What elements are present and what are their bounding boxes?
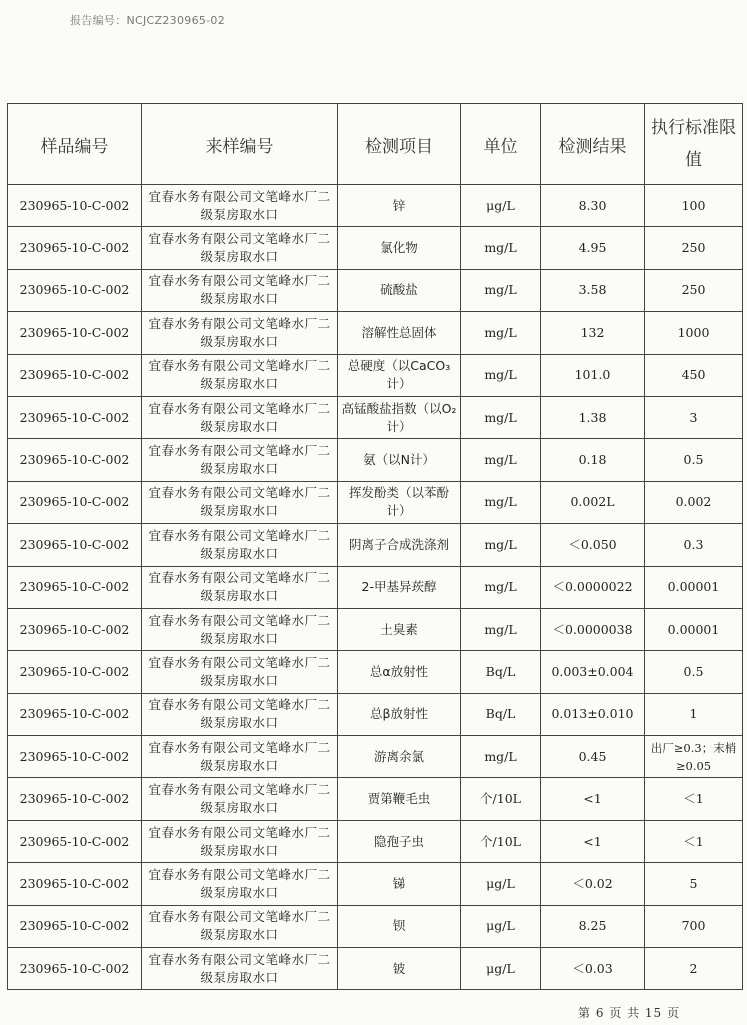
- cell-item: 阴离子合成洗涤剂: [338, 524, 461, 566]
- cell-item: 溶解性总固体: [338, 312, 461, 354]
- cell-sample-id: 230965-10-C-002: [8, 693, 142, 735]
- cell-unit: mg/L: [461, 481, 541, 523]
- cell-limit: 250: [645, 227, 743, 269]
- cell-unit: mg/L: [461, 736, 541, 778]
- cell-sample-id: 230965-10-C-002: [8, 524, 142, 566]
- cell-item: 钡: [338, 905, 461, 947]
- header-sample-id: 样品编号: [8, 104, 142, 185]
- cell-unit: 个/10L: [461, 778, 541, 820]
- cell-item: 土臭素: [338, 608, 461, 650]
- cell-result: <1: [541, 820, 645, 862]
- cell-item: 挥发酚类（以苯酚计）: [338, 481, 461, 523]
- cell-limit: 0.00001: [645, 566, 743, 608]
- report-number: 报告编号：NCJCZ230965-02: [70, 14, 226, 27]
- cell-unit: μg/L: [461, 905, 541, 947]
- cell-item: 高锰酸盐指数（以O₂计）: [338, 396, 461, 438]
- cell-source: 宜春水务有限公司文笔峰水厂二级泵房取水口: [142, 354, 338, 396]
- table-row: [8, 524, 743, 566]
- cell-result: 8.30: [541, 185, 645, 227]
- cell-limit: 0.5: [645, 439, 743, 481]
- table-row: [8, 863, 743, 905]
- cell-source: 宜春水务有限公司文笔峰水厂二级泵房取水口: [142, 651, 338, 693]
- cell-sample-id: 230965-10-C-002: [8, 778, 142, 820]
- cell-item: 2-甲基异莰醇: [338, 566, 461, 608]
- table-row: [8, 608, 743, 650]
- cell-limit: 0.002: [645, 481, 743, 523]
- table-row: [8, 736, 743, 778]
- cell-source: 宜春水务有限公司文笔峰水厂二级泵房取水口: [142, 736, 338, 778]
- cell-source: 宜春水务有限公司文笔峰水厂二级泵房取水口: [142, 312, 338, 354]
- cell-source: 宜春水务有限公司文笔峰水厂二级泵房取水口: [142, 863, 338, 905]
- cell-sample-id: 230965-10-C-002: [8, 396, 142, 438]
- header-source: 来样编号: [142, 104, 338, 185]
- cell-source: 宜春水务有限公司文笔峰水厂二级泵房取水口: [142, 948, 338, 990]
- cell-source: 宜春水务有限公司文笔峰水厂二级泵房取水口: [142, 396, 338, 438]
- cell-sample-id: 230965-10-C-002: [8, 481, 142, 523]
- cell-item: 锑: [338, 863, 461, 905]
- cell-result: 101.0: [541, 354, 645, 396]
- cell-sample-id: 230965-10-C-002: [8, 354, 142, 396]
- table-row: [8, 354, 743, 396]
- cell-limit: 3: [645, 396, 743, 438]
- cell-result: 0.45: [541, 736, 645, 778]
- table-row: [8, 396, 743, 438]
- cell-limit: 1000: [645, 312, 743, 354]
- cell-sample-id: 230965-10-C-002: [8, 651, 142, 693]
- cell-unit: μg/L: [461, 948, 541, 990]
- cell-unit: mg/L: [461, 396, 541, 438]
- cell-limit: 0.3: [645, 524, 743, 566]
- cell-result: ＜0.02: [541, 863, 645, 905]
- cell-unit: mg/L: [461, 566, 541, 608]
- cell-sample-id: 230965-10-C-002: [8, 820, 142, 862]
- cell-source: 宜春水务有限公司文笔峰水厂二级泵房取水口: [142, 820, 338, 862]
- page-info: 第 6 页 共 15 页: [578, 1006, 680, 1020]
- cell-result: 8.25: [541, 905, 645, 947]
- table-row: [8, 948, 743, 990]
- cell-limit: ＜1: [645, 778, 743, 820]
- cell-limit: 0.5: [645, 651, 743, 693]
- cell-sample-id: 230965-10-C-002: [8, 185, 142, 227]
- cell-result: ＜0.0000038: [541, 608, 645, 650]
- cell-source: 宜春水务有限公司文笔峰水厂二级泵房取水口: [142, 524, 338, 566]
- cell-source: 宜春水务有限公司文笔峰水厂二级泵房取水口: [142, 608, 338, 650]
- cell-limit: 1: [645, 693, 743, 735]
- table-row: [8, 227, 743, 269]
- header-limit: 执行标准限值: [645, 104, 743, 185]
- cell-sample-id: 230965-10-C-002: [8, 863, 142, 905]
- cell-item: 铍: [338, 948, 461, 990]
- cell-result: 0.013±0.010: [541, 693, 645, 735]
- table-row: [8, 778, 743, 820]
- header-result: 检测结果: [541, 104, 645, 185]
- cell-item: 贾第鞭毛虫: [338, 778, 461, 820]
- cell-source: 宜春水务有限公司文笔峰水厂二级泵房取水口: [142, 439, 338, 481]
- cell-unit: μg/L: [461, 863, 541, 905]
- cell-source: 宜春水务有限公司文笔峰水厂二级泵房取水口: [142, 185, 338, 227]
- table-header-row: [8, 104, 743, 185]
- cell-unit: Bq/L: [461, 693, 541, 735]
- cell-result: ＜0.0000022: [541, 566, 645, 608]
- table-row: [8, 481, 743, 523]
- cell-result: 4.95: [541, 227, 645, 269]
- cell-result: ＜0.050: [541, 524, 645, 566]
- cell-unit: mg/L: [461, 227, 541, 269]
- table-row: [8, 439, 743, 481]
- table-row: [8, 651, 743, 693]
- cell-result: <1: [541, 778, 645, 820]
- cell-result: 0.18: [541, 439, 645, 481]
- cell-unit: mg/L: [461, 312, 541, 354]
- cell-unit: Bq/L: [461, 651, 541, 693]
- cell-result: ＜0.03: [541, 948, 645, 990]
- cell-source: 宜春水务有限公司文笔峰水厂二级泵房取水口: [142, 778, 338, 820]
- cell-sample-id: 230965-10-C-002: [8, 312, 142, 354]
- cell-item: 锌: [338, 185, 461, 227]
- cell-unit: mg/L: [461, 269, 541, 311]
- cell-unit: mg/L: [461, 354, 541, 396]
- cell-item: 氨（以N计）: [338, 439, 461, 481]
- cell-limit: 450: [645, 354, 743, 396]
- cell-limit: 700: [645, 905, 743, 947]
- cell-sample-id: 230965-10-C-002: [8, 269, 142, 311]
- cell-result: 3.58: [541, 269, 645, 311]
- cell-sample-id: 230965-10-C-002: [8, 948, 142, 990]
- cell-sample-id: 230965-10-C-002: [8, 439, 142, 481]
- cell-result: 132: [541, 312, 645, 354]
- table-row: [8, 312, 743, 354]
- cell-result: 0.002L: [541, 481, 645, 523]
- cell-result: 1.38: [541, 396, 645, 438]
- cell-source: 宜春水务有限公司文笔峰水厂二级泵房取水口: [142, 269, 338, 311]
- cell-item: 游离余氯: [338, 736, 461, 778]
- cell-unit: mg/L: [461, 524, 541, 566]
- cell-limit: ＜1: [645, 820, 743, 862]
- cell-sample-id: 230965-10-C-002: [8, 227, 142, 269]
- cell-item: 总β放射性: [338, 693, 461, 735]
- cell-limit: 250: [645, 269, 743, 311]
- cell-source: 宜春水务有限公司文笔峰水厂二级泵房取水口: [142, 481, 338, 523]
- cell-item: 硫酸盐: [338, 269, 461, 311]
- cell-item: 总硬度（以CaCO₃计）: [338, 354, 461, 396]
- cell-sample-id: 230965-10-C-002: [8, 566, 142, 608]
- cell-unit: mg/L: [461, 439, 541, 481]
- table-row: [8, 185, 743, 227]
- cell-unit: μg/L: [461, 185, 541, 227]
- cell-limit: 0.00001: [645, 608, 743, 650]
- cell-source: 宜春水务有限公司文笔峰水厂二级泵房取水口: [142, 566, 338, 608]
- table-row: [8, 820, 743, 862]
- cell-limit: 2: [645, 948, 743, 990]
- cell-source: 宜春水务有限公司文笔峰水厂二级泵房取水口: [142, 693, 338, 735]
- cell-limit: 5: [645, 863, 743, 905]
- cell-item: 隐孢子虫: [338, 820, 461, 862]
- cell-source: 宜春水务有限公司文笔峰水厂二级泵房取水口: [142, 227, 338, 269]
- cell-unit: 个/10L: [461, 820, 541, 862]
- cell-limit: 出厂≥0.3；末梢≥0.05: [645, 736, 743, 778]
- cell-limit: 100: [645, 185, 743, 227]
- cell-unit: mg/L: [461, 608, 541, 650]
- table-row: [8, 905, 743, 947]
- cell-item: 总α放射性: [338, 651, 461, 693]
- cell-item: 氯化物: [338, 227, 461, 269]
- cell-sample-id: 230965-10-C-002: [8, 736, 142, 778]
- table-row: [8, 269, 743, 311]
- results-table: [7, 103, 743, 990]
- cell-result: 0.003±0.004: [541, 651, 645, 693]
- cell-sample-id: 230965-10-C-002: [8, 905, 142, 947]
- header-unit: 单位: [461, 104, 541, 185]
- cell-sample-id: 230965-10-C-002: [8, 608, 142, 650]
- table-row: [8, 566, 743, 608]
- table-row: [8, 693, 743, 735]
- header-item: 检测项目: [338, 104, 461, 185]
- cell-source: 宜春水务有限公司文笔峰水厂二级泵房取水口: [142, 905, 338, 947]
- table-body: [8, 185, 743, 990]
